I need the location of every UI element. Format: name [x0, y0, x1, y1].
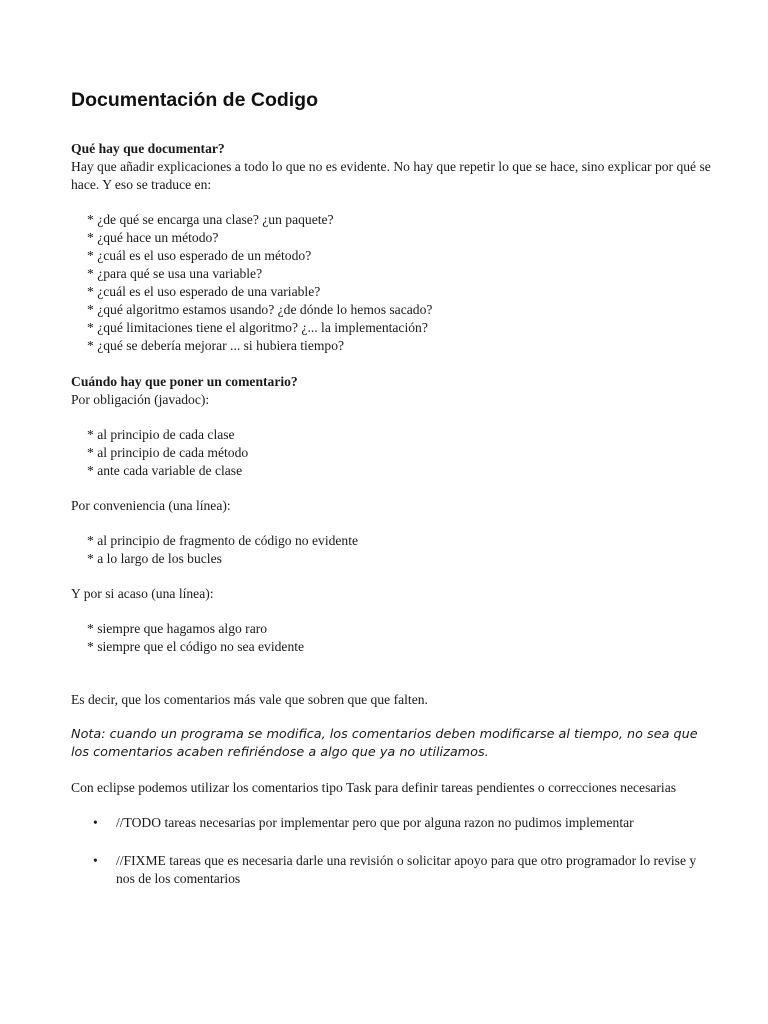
document-page: [71, 88, 711, 888]
spacer: [71, 656, 711, 691]
bullet-icon: •: [93, 853, 98, 868]
summary-paragraph: Es decir, que los comentarios más vale que sobren que que falten.: [71, 692, 428, 707]
list-item: * ¿cuál es el uso esperado de un método?: [87, 247, 711, 265]
spacer: [71, 194, 711, 211]
list-item: * siempre que el código no sea evidente: [87, 638, 711, 656]
just-in-case-label: Y por si acaso (una línea):: [71, 586, 214, 601]
spacer: [71, 355, 711, 373]
list-item: * ¿de qué se encarga una clase? ¿un paquete?: [87, 211, 711, 229]
spacer: [71, 515, 711, 532]
list-item: * a lo largo de los bucles: [87, 550, 711, 568]
convenience-label: Por conveniencia (una línea):: [71, 498, 231, 513]
task-tags-list: [71, 814, 711, 888]
document-title: Documentación de Codigo: [71, 89, 319, 111]
obligation-label: Por obligación (javadoc):: [71, 392, 210, 407]
section-heading-when-to-comment: Cuándo hay que poner un comentario?: [71, 374, 298, 389]
eclipse-intro-paragraph: Con eclipse podemos utilizar los comentarios tipo Task para definir tareas pendientes o correcciones necesarias: [71, 780, 677, 795]
spacer: [71, 603, 711, 620]
spacer: [71, 762, 711, 779]
section-heading-what-to-document: Qué hay que documentar?: [71, 141, 225, 156]
list-item: * ¿cuál es el uso esperado de una variable?: [87, 283, 711, 301]
spacer: [71, 409, 711, 426]
spacer: [71, 480, 711, 497]
list-item: * ¿qué se debería mejorar ... si hubiera tiempo?: [87, 337, 711, 355]
list-item-todo: [71, 814, 711, 832]
list-item: * al principio de cada clase: [87, 426, 711, 444]
list-item: * ante cada variable de clase: [87, 462, 711, 480]
section-intro-paragraph: Hay que añadir explicaciones a todo lo que no es evidente. No hay que repetir lo que se hace, sino explicar por qué se hace. Y eso se traduce en:: [71, 159, 711, 192]
obligation-list: [71, 426, 711, 480]
documentation-questions-list: [71, 211, 711, 355]
list-item-fixme: [71, 852, 711, 888]
bullet-icon: •: [93, 815, 98, 830]
list-item: * al principio de cada método: [87, 444, 711, 462]
list-item: * ¿qué hace un método?: [87, 229, 711, 247]
list-item-text: //FIXME tareas que es necesaria darle una revisión o solicitar apoyo para que otro programador lo revise y nos de los comentarios: [116, 853, 697, 886]
spacer: [71, 568, 711, 585]
spacer: [71, 709, 711, 726]
just-in-case-list: [71, 620, 711, 656]
note-paragraph: Nota: cuando un programa se modifica, los comentarios deben modificarse al tiempo, no sea que los comentarios acaben refiriéndose a algo que ya no utilizamos.: [71, 727, 698, 760]
list-item: * ¿qué algoritmo estamos usando? ¿de dónde lo hemos sacado?: [87, 301, 711, 319]
list-item: * al principio de fragmento de código no evidente: [87, 532, 711, 550]
list-item: * ¿qué limitaciones tiene el algoritmo? ¿... la implementación?: [87, 319, 711, 337]
list-item: * ¿para qué se usa una variable?: [87, 265, 711, 283]
list-item: * siempre que hagamos algo raro: [87, 620, 711, 638]
list-item-text: //TODO tareas necesarias por implementar pero que por alguna razon no pudimos implementar: [116, 815, 634, 830]
convenience-list: [71, 532, 711, 568]
spacer: [71, 797, 711, 814]
